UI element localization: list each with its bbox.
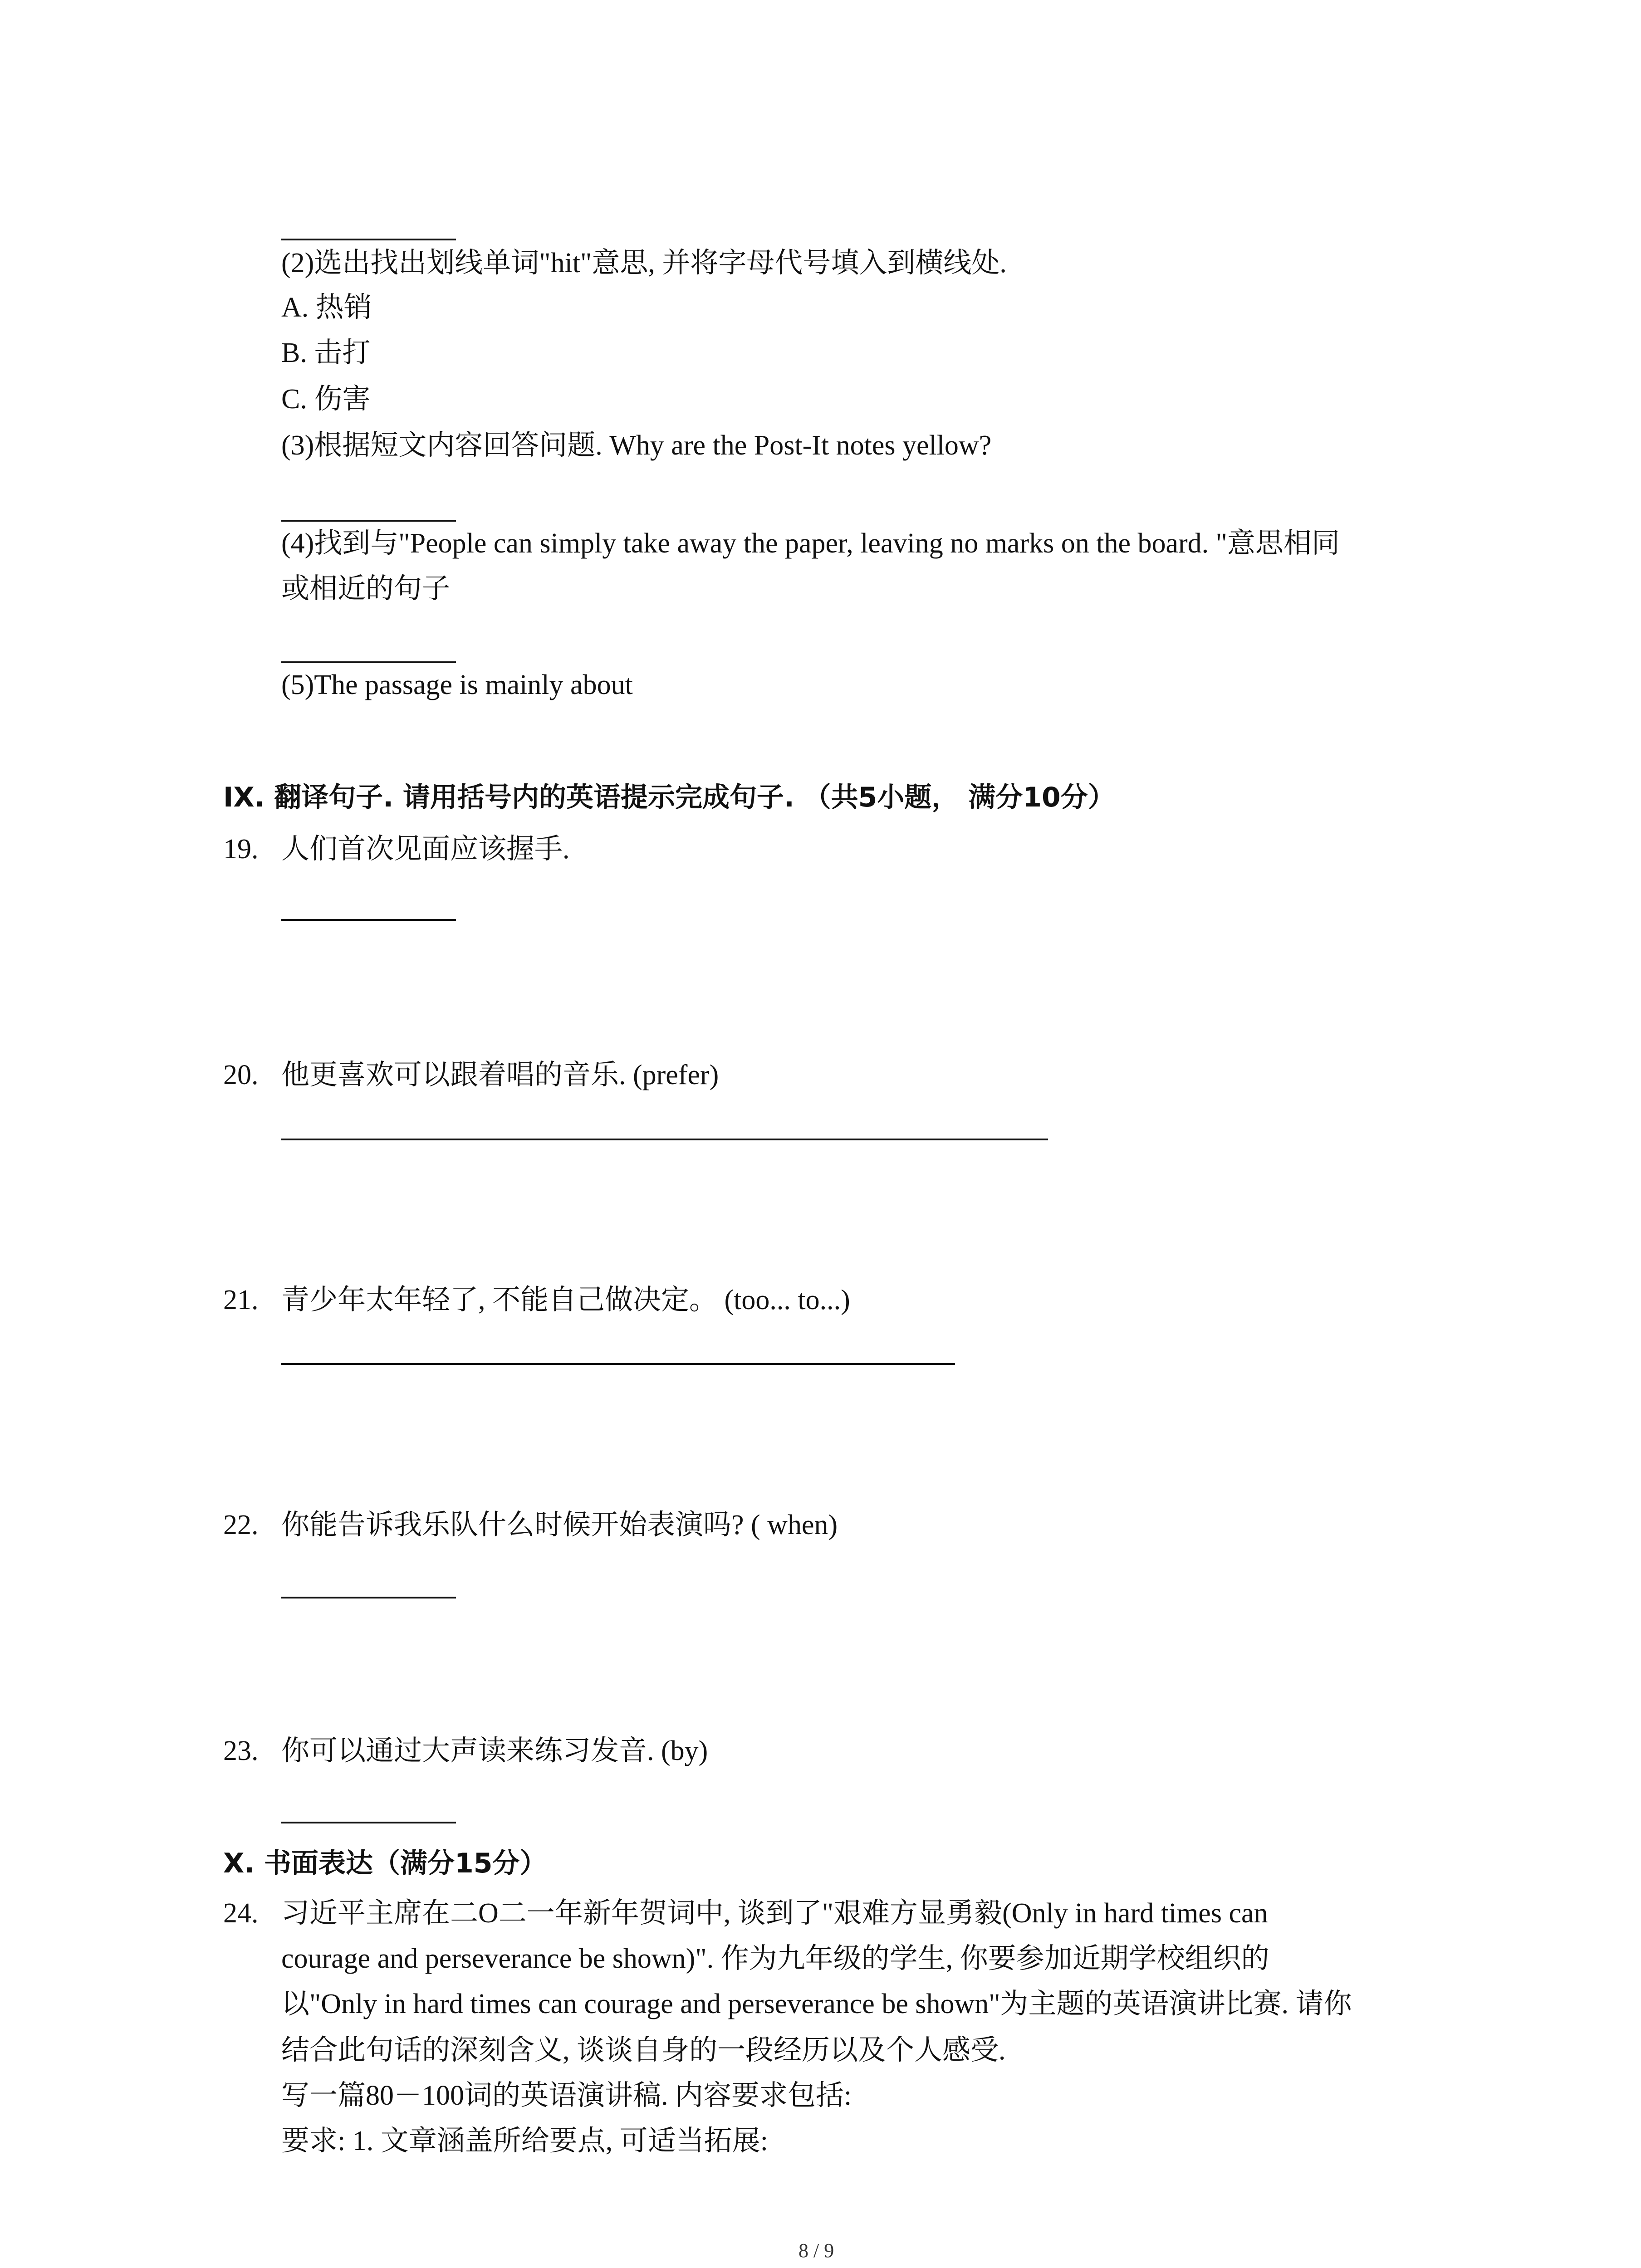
answer-line-q3	[281, 520, 456, 522]
item-24-line3: 以"Only in hard times can courage and perseverance be shown"为主题的英语演讲比赛. 请你	[281, 1989, 1352, 2019]
item-24-line5: 写一篇80－100词的英语演讲稿. 内容要求包括:	[281, 2080, 852, 2111]
answer-line-21	[281, 1363, 955, 1365]
option-b: B. 击打	[281, 337, 371, 368]
question-5: (5)The passage is mainly about	[281, 670, 633, 700]
item-23-number: 23.	[223, 1735, 259, 1766]
answer-line-23	[281, 1822, 456, 1823]
item-19-text: 人们首次见面应该握手.	[281, 834, 570, 865]
item-21-number: 21.	[223, 1285, 259, 1315]
question-2: (2)选出找出划线单词"hit"意思, 并将字母代号填入到横线处.	[281, 248, 1007, 279]
item-23-text: 你可以通过大声读来练习发音. (by)	[281, 1735, 708, 1766]
item-24-line4: 结合此句话的深刻含义, 谈谈自身的一段经历以及个人感受.	[281, 2035, 1006, 2066]
section-x-heading: X. 书面表达（满分15分）	[223, 1848, 547, 1879]
question-4-line2: 或相近的句子	[281, 573, 451, 604]
answer-line-22	[281, 1597, 456, 1598]
item-22-text: 你能告诉我乐队什么时候开始表演吗? ( when)	[281, 1510, 838, 1540]
item-24-number: 24.	[223, 1898, 259, 1929]
item-22-number: 22.	[223, 1510, 259, 1540]
answer-line-q4	[281, 661, 456, 663]
item-24-line6: 要求: 1. 文章涵盖所给要点, 可适当拓展:	[281, 2126, 768, 2156]
question-4-line1: (4)找到与"People can simply take away the paper, leaving no marks on the board. "意思相同	[281, 528, 1340, 559]
answer-line-q1	[281, 239, 456, 240]
item-24-line2: courage and perseverance be shown)". 作为九年级的学生, 你要参加近期学校组织的	[281, 1943, 1269, 1974]
question-3: (3)根据短文内容回答问题. Why are the Post-It notes yellow?	[281, 430, 992, 461]
item-24-line1: 习近平主席在二O二一年新年贺词中, 谈到了"艰难方显勇毅(Only in hard times can	[281, 1898, 1268, 1929]
answer-line-19	[281, 919, 456, 921]
section-ix-heading: IX. 翻译句子. 请用括号内的英语提示完成句子. （共5小题， 满分10分）	[223, 782, 1115, 813]
item-20-number: 20.	[223, 1060, 259, 1090]
item-21-text: 青少年太年轻了, 不能自己做决定。 (too... to...)	[281, 1285, 850, 1315]
option-a: A. 热销	[281, 292, 372, 323]
item-19-number: 19.	[223, 834, 259, 865]
page-number: 8 / 9	[798, 2239, 834, 2262]
option-c: C. 伤害	[281, 384, 371, 415]
answer-line-20	[281, 1139, 1048, 1140]
item-20-text: 他更喜欢可以跟着唱的音乐. (prefer)	[281, 1060, 719, 1090]
